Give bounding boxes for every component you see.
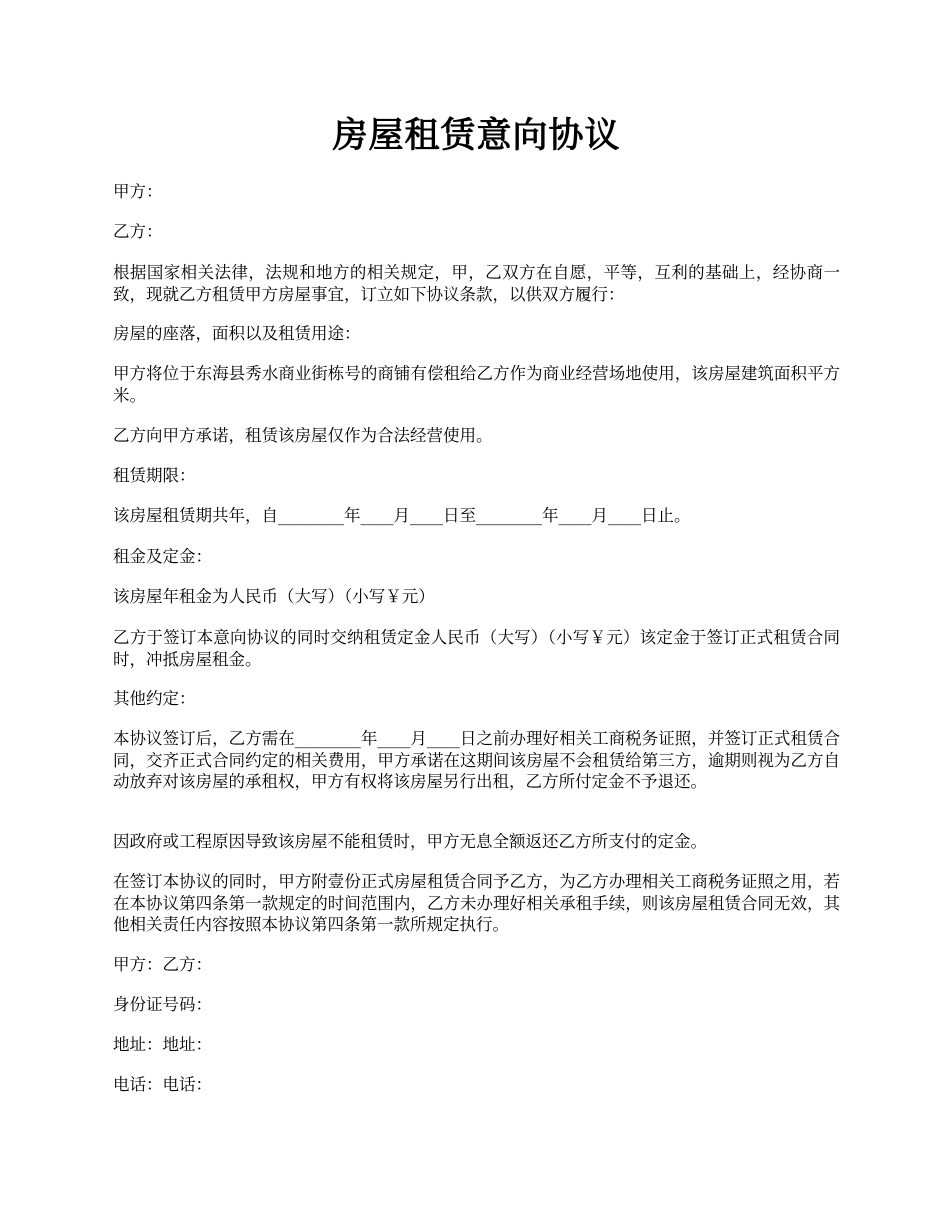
location-paragraph: 甲方将位于东海县秀水商业街栋号的商铺有偿租给乙方作为商业经营场地使用，该房屋建筑面积平方米。: [113, 364, 840, 405]
section-heading-term: 租赁期限：: [113, 466, 196, 485]
party-a-label: 甲方：: [113, 182, 163, 201]
document-title: 房屋租赁意向协议: [332, 115, 621, 156]
section-heading-location: 房屋的座落，面积以及租赁用途：: [113, 324, 361, 343]
preamble-paragraph: 根据国家相关法律，法规和地方的相关规定，甲，乙双方在自愿，平等，互利的基础上，经协商一致，现就乙方租赁甲方房屋事宜，订立如下协议条款，以供双方履行：: [113, 263, 840, 304]
signature-parties-line: 甲方：乙方：: [113, 955, 212, 974]
section-heading-rent: 租金及定金：: [113, 547, 212, 566]
refund-paragraph: 因政府或工程原因导致该房屋不能租赁时，甲方无息全额返还乙方所支付的定金。: [113, 832, 707, 851]
term-paragraph: 该房屋租赁期共年，自________年____月____日至________年____月____日止。: [113, 506, 691, 525]
party-b-label: 乙方：: [113, 222, 163, 241]
rent-paragraph: 该房屋年租金为人民币（大写）（小写￥元）: [113, 587, 435, 606]
address-line: 地址：地址：: [113, 1035, 212, 1054]
attachment-paragraph: 在签订本协议的同时，甲方附壹份正式房屋租赁合同予乙方，为乙方办理相关工商税务证照之用，若在本协议第四条第一款规定的时间范围内，乙方未办理好相关承租手续，则该房屋租赁合同无效，其他相关责任内容按照本协议第四条第一款所规定执行。: [113, 872, 840, 934]
section-heading-other: 其他约定：: [113, 689, 196, 708]
other-terms-paragraph: 本协议签订后，乙方需在________年____月____日之前办理好相关工商税务证照，并签订正式租赁合同，交齐正式合同约定的相关费用，甲方承诺在这期间该房屋不会租赁给第三方，逾期则视为乙方自动放弃对该房屋的承租权，甲方有权将该房屋另行出租，乙方所付定金不予退还。: [113, 729, 840, 791]
id-number-line: 身份证号码：: [113, 995, 212, 1014]
deposit-paragraph: 乙方于签订本意向协议的同时交纳租赁定金人民币（大写）（小写￥元）该定金于签订正式租赁合同时，冲抵房屋租金。: [113, 628, 840, 669]
phone-line: 电话：电话：: [113, 1075, 212, 1094]
usage-paragraph: 乙方向甲方承诺，租赁该房屋仅作为合法经营使用。: [113, 426, 493, 445]
